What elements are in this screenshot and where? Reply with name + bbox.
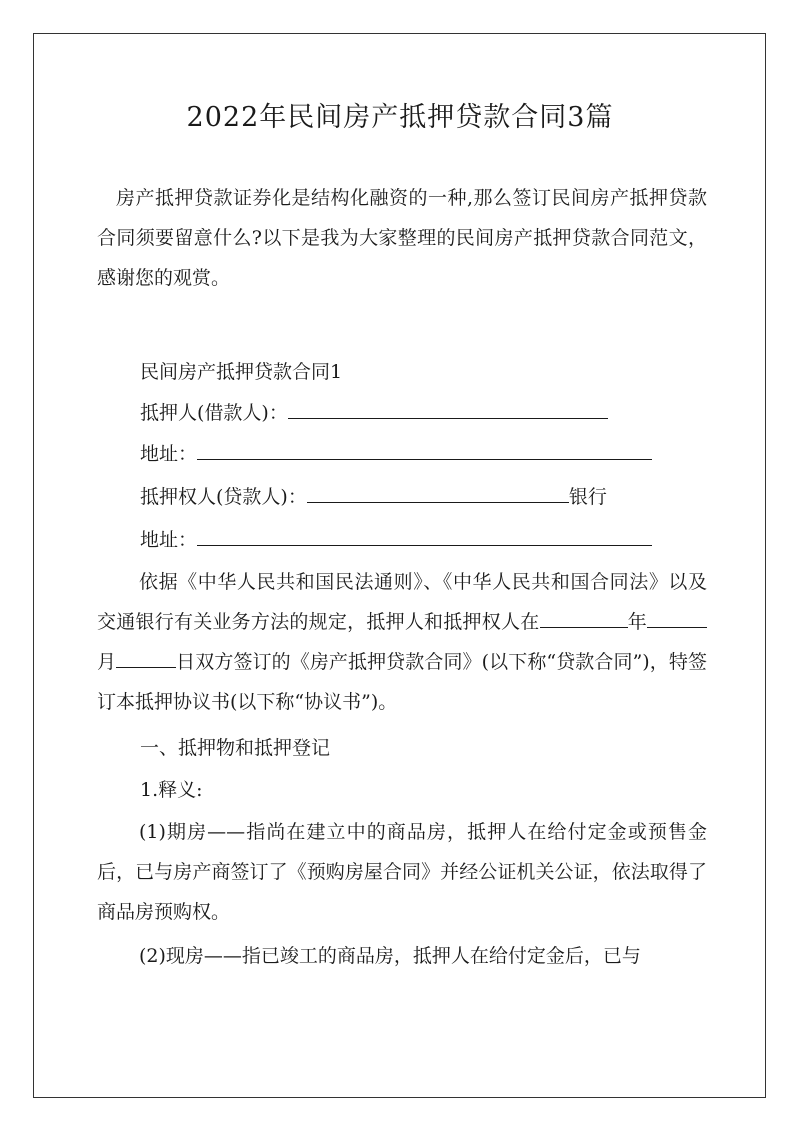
basis-part1: 依据《中华人民共和国民法通则》、《中华人民共和国合同法》以及交通银行有关业务方法的规定，抵押人和抵押权人在 [97, 571, 707, 633]
year-blank[interactable] [540, 605, 628, 628]
mortgagee-label: 抵押权人(贷款人)： [140, 486, 307, 508]
mortgagor-blank[interactable] [288, 396, 608, 419]
month-label: 月 [97, 651, 117, 673]
address-blank-1[interactable] [197, 437, 652, 460]
section-heading-1: 一、抵押物和抵押登记 [140, 737, 331, 759]
address-label-1: 地址： [140, 443, 198, 465]
address-line-2 [140, 520, 652, 560]
intro-paragraph: 房产抵押贷款证券化是结构化融资的一种,那么签订民间房产抵押贷款合同须要留意什么?以下是我为大家整理的民间房产抵押贷款合同范文，感谢您的观赏。 [97, 187, 707, 289]
address-line-1 [140, 434, 652, 474]
basis-part2: 日双方签订的《房产抵押贷款合同》(以下称“贷款合同”)，特签订本抵押协议书(以下称“协议书”)。 [97, 651, 707, 713]
basis-paragraph [97, 562, 707, 722]
item-1: 1.释义: [140, 779, 203, 801]
mortgagee-blank[interactable] [307, 480, 569, 503]
address-label-2: 地址： [140, 529, 198, 551]
day-blank[interactable] [116, 645, 176, 668]
mortgagor-label: 抵押人(借款人)： [140, 402, 288, 424]
month-blank[interactable] [647, 605, 707, 628]
mortgagee-line [140, 477, 607, 517]
year-label: 年 [627, 611, 647, 633]
definition-forward-property: (1)期房——指尚在建立中的商品房，抵押人在给付定金或预售金后，已与房产商签订了《预购房屋合同》并经公证机关公证，依法取得了商品房预购权。 [97, 821, 707, 923]
address-blank-2[interactable] [197, 523, 652, 546]
mortgagor-line [140, 393, 608, 433]
mortgagee-suffix: 银行 [568, 486, 607, 508]
document-title: 2022年民间房产抵押贷款合同3篇 [186, 102, 614, 133]
definition-existing-property: (2)现房——指已竣工的商品房，抵押人在给付定金后，已与 [139, 945, 641, 967]
contract-heading: 民间房产抵押贷款合同1 [140, 361, 343, 383]
